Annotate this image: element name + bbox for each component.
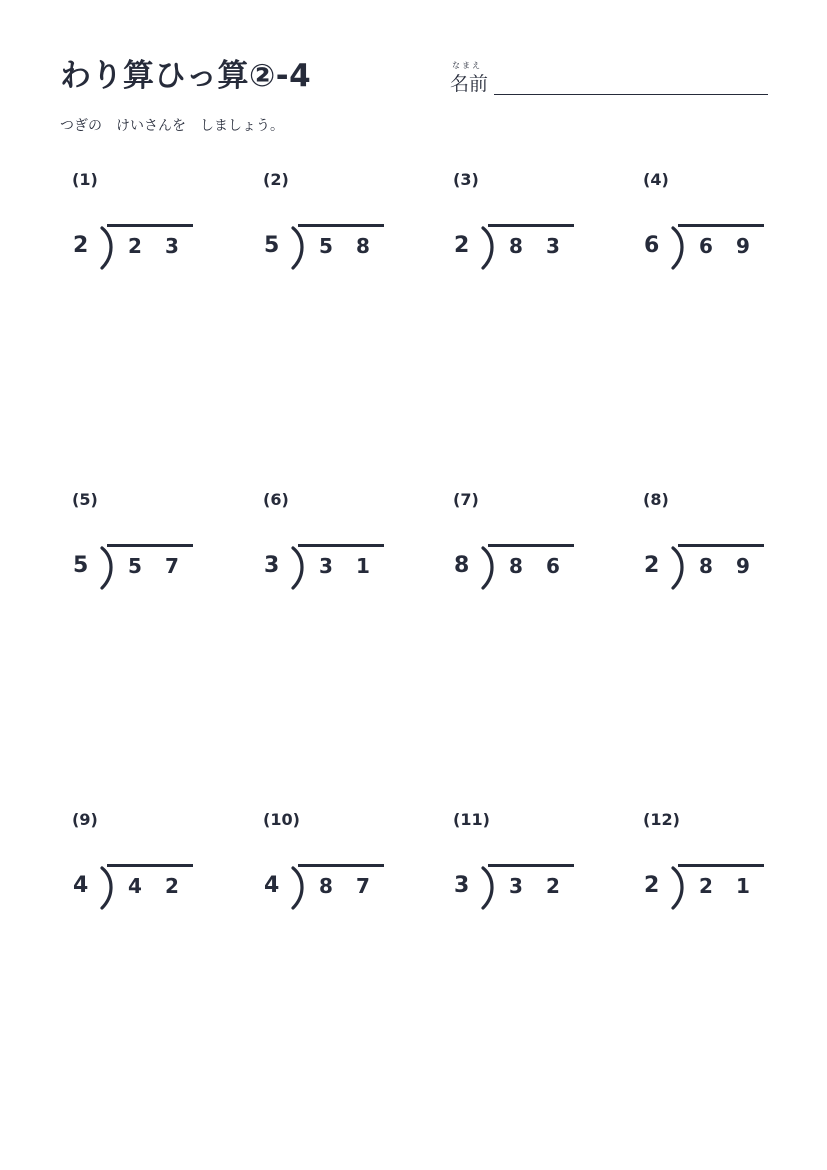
dividend-digit: 8 xyxy=(509,554,523,578)
divisor: 2 xyxy=(644,873,660,898)
dividend-digit: 2 xyxy=(128,234,142,258)
division-bracket-icon xyxy=(287,542,307,590)
problem-number: (2) xyxy=(263,170,289,189)
dividend-digit: 6 xyxy=(546,554,560,578)
division-bracket-icon xyxy=(96,862,116,910)
problem-number: (4) xyxy=(643,170,669,189)
division-bar xyxy=(298,544,384,547)
dividend-digit: 7 xyxy=(356,874,370,898)
problem-12 xyxy=(643,810,813,930)
divisor: 3 xyxy=(264,553,280,578)
division-bracket-icon xyxy=(667,542,687,590)
dividend-digit: 5 xyxy=(319,234,333,258)
problem-number: (12) xyxy=(643,810,680,829)
division-bar xyxy=(107,864,193,867)
problem-number: (7) xyxy=(453,490,479,509)
divisor: 5 xyxy=(73,553,89,578)
division-bracket-icon xyxy=(667,222,687,270)
problem-number: (11) xyxy=(453,810,490,829)
divisor: 6 xyxy=(644,233,660,258)
dividend-digit: 1 xyxy=(356,554,370,578)
division-bar xyxy=(107,224,193,227)
division-bracket-icon xyxy=(287,862,307,910)
dividend-digit: 2 xyxy=(165,874,179,898)
problem-1 xyxy=(72,170,242,290)
divisor: 3 xyxy=(454,873,470,898)
name-label: 名前 xyxy=(450,73,489,95)
division-bar xyxy=(107,544,193,547)
dividend-digit: 6 xyxy=(699,234,713,258)
dividend-digit: 3 xyxy=(509,874,523,898)
dividend-digit: 8 xyxy=(319,874,333,898)
division-bar xyxy=(488,864,574,867)
division-bar xyxy=(488,544,574,547)
divisor: 5 xyxy=(264,233,280,258)
divisor: 2 xyxy=(644,553,660,578)
dividend-digit: 8 xyxy=(509,234,523,258)
problem-number: (9) xyxy=(72,810,98,829)
problem-number: (1) xyxy=(72,170,98,189)
problem-2 xyxy=(263,170,433,290)
division-bar xyxy=(678,224,764,227)
divisor: 2 xyxy=(454,233,470,258)
division-bracket-icon xyxy=(667,862,687,910)
problem-number: (8) xyxy=(643,490,669,509)
dividend-digit: 9 xyxy=(736,554,750,578)
dividend-digit: 3 xyxy=(165,234,179,258)
problem-number: (5) xyxy=(72,490,98,509)
dividend-digit: 8 xyxy=(356,234,370,258)
problem-3 xyxy=(453,170,623,290)
problem-8 xyxy=(643,490,813,610)
instruction-text: つぎの けいさんを しましょう。 xyxy=(60,118,284,134)
divisor: 8 xyxy=(454,553,470,578)
dividend-digit: 3 xyxy=(546,234,560,258)
division-bracket-icon xyxy=(477,542,497,590)
dividend-digit: 1 xyxy=(736,874,750,898)
problem-number: (6) xyxy=(263,490,289,509)
division-bar xyxy=(488,224,574,227)
problem-5 xyxy=(72,490,242,610)
name-ruby: なまえ xyxy=(452,61,482,70)
division-bar xyxy=(298,864,384,867)
division-bar xyxy=(678,544,764,547)
page-title: わり算ひっ算②-4 xyxy=(60,58,312,94)
dividend-digit: 3 xyxy=(319,554,333,578)
divisor: 2 xyxy=(73,233,89,258)
problem-9 xyxy=(72,810,242,930)
division-bracket-icon xyxy=(287,222,307,270)
dividend-digit: 2 xyxy=(546,874,560,898)
dividend-digit: 2 xyxy=(699,874,713,898)
divisor: 4 xyxy=(73,873,89,898)
division-bracket-icon xyxy=(477,862,497,910)
dividend-digit: 9 xyxy=(736,234,750,258)
problem-11 xyxy=(453,810,623,930)
division-bracket-icon xyxy=(96,542,116,590)
dividend-digit: 8 xyxy=(699,554,713,578)
dividend-digit: 5 xyxy=(128,554,142,578)
division-bracket-icon xyxy=(477,222,497,270)
problem-number: (10) xyxy=(263,810,300,829)
division-bar xyxy=(298,224,384,227)
dividend-digit: 7 xyxy=(165,554,179,578)
divisor: 4 xyxy=(264,873,280,898)
problem-7 xyxy=(453,490,623,610)
dividend-digit: 4 xyxy=(128,874,142,898)
problem-6 xyxy=(263,490,433,610)
division-bar xyxy=(678,864,764,867)
problem-10 xyxy=(263,810,433,930)
problem-4 xyxy=(643,170,813,290)
division-bracket-icon xyxy=(96,222,116,270)
problem-number: (3) xyxy=(453,170,479,189)
